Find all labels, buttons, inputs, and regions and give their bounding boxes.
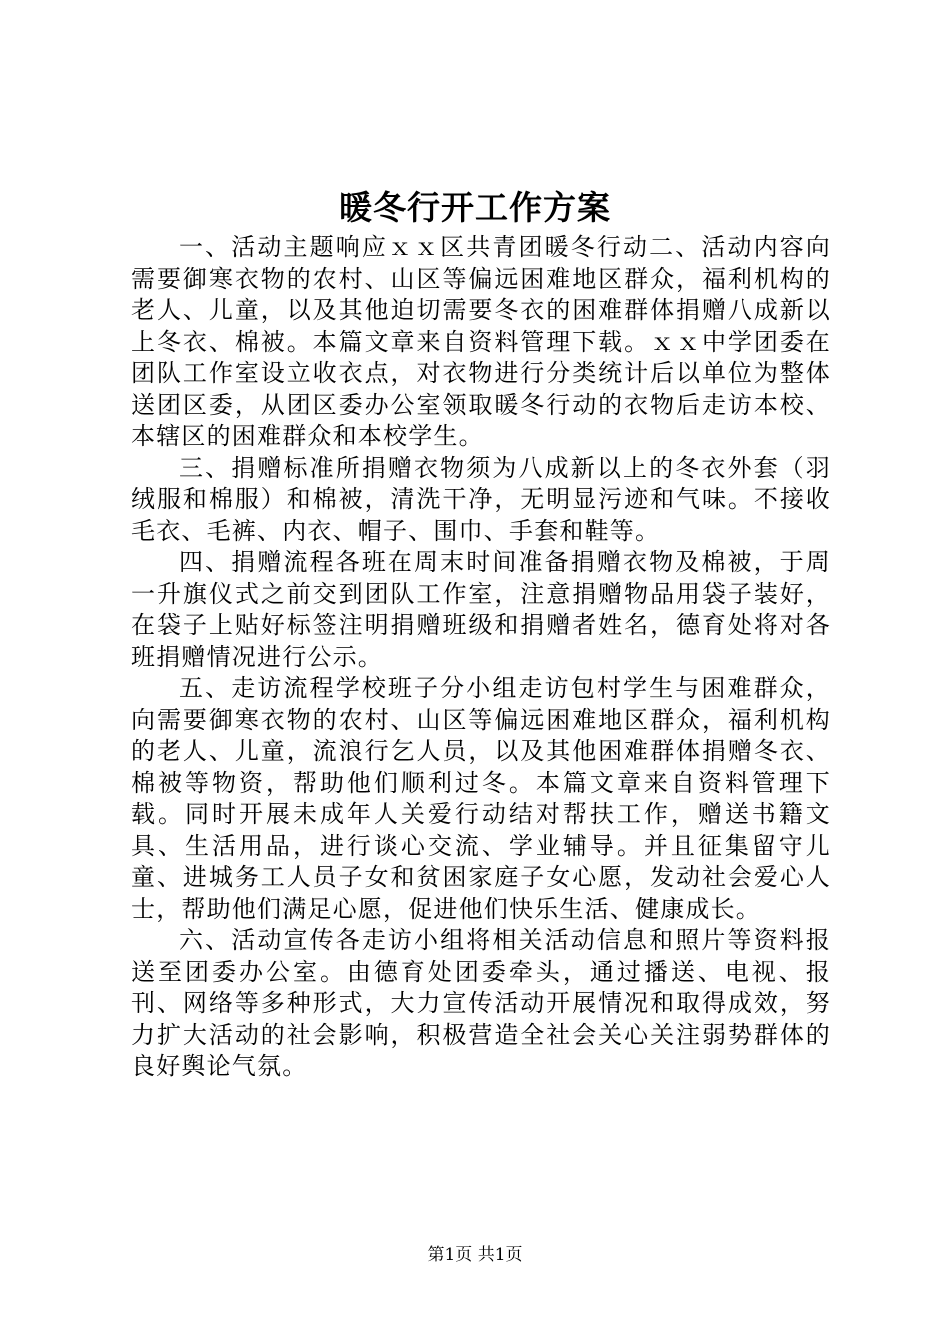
paragraph-visit-process: 五、走访流程学校班子分小组走访包村学生与困难群众，向需要御寒衣物的农村、山区等偏远困难地区群众，福利机构的老人、儿童，流浪行乞人员，以及其他困难群体捐赠冬衣、棉被等物资，帮助他们顺利过冬。本篇文章来自资料管理下载。同时开展未成年人关爱行动结对帮扶工作，赠送书籍文具、生活用品，进行谈心交流、学业辅导。并且征集留守儿童、进城务工人员子女和贫困家庭子女心愿，发动社会爱心人士，帮助他们满足心愿，促进他们快乐生活、健康成长。	[131, 674, 831, 923]
paragraph-donation-process: 四、捐赠流程各班在周末时间准备捐赠衣物及棉被，于周一升旗仪式之前交到团队工作室，注意捐赠物品用袋子装好，在袋子上贴好标签注明捐赠班级和捐赠者姓名，德育处将对各班捐赠情况进行公示。	[131, 548, 831, 671]
paragraph-activity-publicity: 六、活动宣传各走访小组将相关活动信息和照片等资料报送至团委办公室。由德育处团委牵头，通过播送、电视、报刊、网络等多种形式，大力宣传活动开展情况和取得成效，努力扩大活动的社会影响，积极营造全社会关心关注弱势群体的良好舆论气氛。	[131, 926, 831, 1080]
document-title: 暖冬行开工作方案	[339, 188, 611, 227]
page-number-footer: 第1页 共1页	[427, 1245, 523, 1265]
paragraph-activity-theme: 一、活动主题响应ｘｘ区共青团暖冬行动二、活动内容向需要御寒衣物的农村、山区等偏远困难地区群众，福利机构的老人、儿童，以及其他迫切需要冬衣的困难群体捐赠八成新以上冬衣、棉被。本篇文章来自资料管理下载。ｘｘ中学团委在团队工作室设立收衣点，对衣物进行分类统计后以单位为整体送团区委，从团区委办公室领取暖冬行动的衣物后走访本校、本辖区的困难群众和本校学生。	[131, 233, 831, 450]
paragraph-donation-standard: 三、捐赠标准所捐赠衣物须为八成新以上的冬衣外套（羽绒服和棉服）和棉被，清洗干净，无明显污迹和气味。不接收毛衣、毛裤、内衣、帽子、围巾、手套和鞋等。	[131, 453, 831, 545]
document-body	[131, 232, 831, 1083]
